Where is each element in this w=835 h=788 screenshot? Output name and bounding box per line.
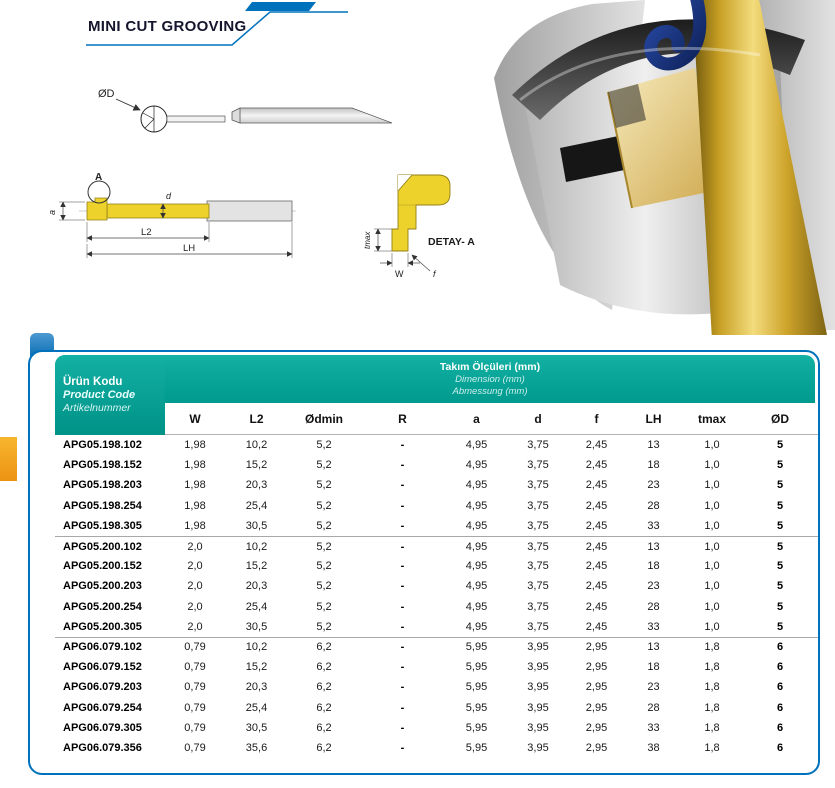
product-code-header-tr: Ürün Kodu — [63, 376, 123, 388]
value-odmin: 6,2 — [316, 661, 332, 674]
value-odmin: 5,2 — [316, 560, 332, 573]
value-r: - — [400, 519, 405, 532]
dim-w-label: W — [395, 269, 404, 279]
value-d: 3,95 — [527, 721, 549, 734]
value-lh: 18 — [647, 560, 660, 573]
value-tmax: 1,0 — [704, 499, 720, 512]
product-code: APG05.198.152 — [63, 459, 142, 472]
value-d: 3,95 — [527, 681, 549, 694]
value-f: 2,95 — [585, 661, 608, 674]
table-body — [55, 435, 818, 758]
value-l2: 10,2 — [245, 641, 268, 654]
table-row — [55, 617, 818, 637]
table-row — [55, 435, 818, 455]
value-r: - — [400, 499, 405, 512]
value-lh: 38 — [647, 741, 660, 754]
value-odmin: 5,2 — [316, 580, 332, 593]
value-od: 6 — [776, 741, 784, 754]
value-d: 3,75 — [527, 580, 549, 593]
value-l2: 30,5 — [245, 519, 268, 532]
value-l2: 25,4 — [245, 499, 268, 512]
value-od: 6 — [776, 661, 784, 674]
value-f: 2,45 — [585, 600, 608, 613]
od-dimension-label: ØD — [98, 88, 115, 100]
value-a: 5,95 — [465, 641, 488, 654]
value-r: - — [400, 560, 405, 573]
value-lh: 33 — [647, 721, 660, 734]
title-decoration — [80, 0, 380, 50]
value-f: 2,45 — [585, 519, 608, 532]
page-title: MINI CUT GROOVING — [88, 18, 247, 35]
value-od: 5 — [776, 459, 784, 472]
product-code: APG05.200.254 — [63, 600, 142, 613]
value-odmin: 5,2 — [316, 519, 332, 532]
value-f: 2,45 — [585, 479, 608, 492]
value-f: 2,45 — [585, 499, 608, 512]
value-w: 2,0 — [187, 620, 203, 633]
value-lh: 18 — [647, 459, 660, 472]
value-w: 2,0 — [187, 540, 203, 553]
value-od: 6 — [776, 681, 784, 694]
table-row — [55, 556, 818, 576]
table-row — [55, 677, 818, 697]
value-odmin: 6,2 — [316, 721, 332, 734]
value-a: 4,95 — [465, 479, 488, 492]
value-od: 5 — [776, 439, 784, 452]
value-w: 1,98 — [184, 439, 206, 452]
value-f: 2,45 — [585, 560, 608, 573]
value-od: 5 — [776, 600, 784, 613]
value-lh: 23 — [647, 681, 660, 694]
value-lh: 33 — [647, 620, 660, 633]
value-l2: 15,2 — [245, 661, 268, 674]
tool-photo — [460, 0, 835, 335]
value-r: - — [400, 681, 405, 694]
value-tmax: 1,8 — [704, 681, 720, 694]
value-l2: 30,5 — [245, 620, 268, 633]
value-lh: 28 — [647, 499, 660, 512]
value-d: 3,75 — [527, 519, 549, 532]
value-r: - — [400, 641, 405, 654]
product-code: APG05.200.305 — [63, 620, 142, 633]
product-code: APG06.079.102 — [63, 641, 142, 654]
value-od: 5 — [776, 580, 784, 593]
column-header-lh: LH — [645, 411, 662, 426]
value-tmax: 1,8 — [704, 721, 720, 734]
value-a: 4,95 — [465, 499, 488, 512]
value-w: 2,0 — [187, 560, 203, 573]
product-code: APG05.200.203 — [63, 580, 142, 593]
product-code: APG06.079.356 — [63, 741, 142, 754]
value-od: 5 — [776, 519, 784, 532]
product-code: APG06.079.152 — [63, 661, 142, 674]
detail-title: DETAY- A — [428, 236, 475, 248]
product-code: APG06.079.254 — [63, 701, 142, 714]
value-d: 3,75 — [527, 479, 549, 492]
table-row — [55, 475, 818, 495]
dimension-header-en: Dimension (mm) — [455, 374, 525, 385]
value-f: 2,95 — [585, 701, 608, 714]
table-row — [55, 496, 818, 516]
tool-side-view — [240, 108, 392, 123]
value-od: 5 — [776, 620, 784, 633]
value-d: 3,75 — [527, 560, 549, 573]
column-header-l2: L2 — [249, 411, 264, 426]
value-tmax: 1,8 — [704, 741, 720, 754]
value-w: 2,0 — [187, 580, 203, 593]
product-code: APG05.198.102 — [63, 439, 142, 452]
value-tmax: 1,0 — [704, 459, 720, 472]
table-row — [55, 738, 818, 758]
value-d: 3,75 — [527, 600, 549, 613]
value-tmax: 1,8 — [704, 641, 720, 654]
value-w: 0,79 — [184, 741, 206, 754]
value-a: 4,95 — [465, 560, 488, 573]
value-odmin: 5,2 — [316, 479, 332, 492]
value-r: - — [400, 479, 405, 492]
product-code: APG05.198.305 — [63, 519, 142, 532]
value-tmax: 1,0 — [704, 620, 720, 633]
dim-l2-label: L2 — [141, 227, 152, 238]
value-odmin: 6,2 — [316, 681, 332, 694]
value-lh: 23 — [647, 580, 660, 593]
product-code: APG05.200.152 — [63, 560, 142, 573]
value-tmax: 1,0 — [704, 540, 720, 553]
page-index-tab — [0, 437, 17, 481]
value-od: 6 — [776, 721, 784, 734]
table-row — [55, 697, 818, 717]
dim-f-label: f — [433, 269, 436, 279]
value-odmin: 6,2 — [316, 641, 332, 654]
product-table — [28, 350, 820, 775]
value-d: 3,75 — [527, 439, 549, 452]
product-code-header-de: Artikelnummer — [63, 402, 131, 414]
value-r: - — [400, 701, 405, 714]
value-l2: 20,3 — [245, 681, 268, 694]
value-d: 3,95 — [527, 701, 549, 714]
column-header-a: a — [473, 411, 480, 426]
value-odmin: 5,2 — [316, 620, 332, 633]
column-header-f: f — [594, 411, 599, 426]
value-w: 1,98 — [184, 499, 206, 512]
value-d: 3,75 — [527, 459, 549, 472]
value-d: 3,95 — [527, 641, 549, 654]
dim-lh-label: LH — [183, 243, 196, 254]
value-w: 0,79 — [184, 681, 206, 694]
column-header-odmin: Ødmin — [305, 411, 343, 426]
column-header-tmax: tmax — [697, 411, 726, 426]
value-r: - — [400, 459, 405, 472]
product-code: APG05.198.254 — [63, 499, 142, 512]
value-odmin: 5,2 — [316, 499, 332, 512]
table-row — [55, 637, 818, 657]
value-w: 1,98 — [184, 519, 206, 532]
dimension-header-tr: Takım Ölçüleri (mm) — [439, 361, 541, 373]
value-odmin: 6,2 — [316, 701, 332, 714]
value-lh: 23 — [647, 479, 660, 492]
value-a: 4,95 — [465, 540, 488, 553]
value-f: 2,45 — [585, 620, 608, 633]
detail-callout-label: A — [95, 172, 103, 183]
value-r: - — [400, 620, 405, 633]
table-row — [55, 718, 818, 738]
value-lh: 28 — [647, 701, 660, 714]
value-f: 2,95 — [585, 741, 608, 754]
dim-tmax-label: tmax — [363, 231, 372, 249]
value-d: 3,95 — [527, 741, 549, 754]
table-row — [55, 516, 818, 536]
value-a: 5,95 — [465, 721, 488, 734]
value-od: 5 — [776, 479, 784, 492]
value-tmax: 1,0 — [704, 519, 720, 532]
column-header-w: W — [189, 411, 201, 426]
value-f: 2,45 — [585, 580, 608, 593]
value-a: 5,95 — [465, 701, 488, 714]
value-tmax: 1,8 — [704, 661, 720, 674]
value-d: 3,75 — [527, 620, 549, 633]
value-a: 4,95 — [465, 620, 488, 633]
value-a: 4,95 — [465, 580, 488, 593]
table-row — [55, 597, 818, 617]
value-w: 0,79 — [184, 661, 206, 674]
value-r: - — [400, 721, 405, 734]
value-odmin: 5,2 — [316, 540, 332, 553]
value-l2: 15,2 — [245, 459, 268, 472]
value-odmin: 6,2 — [316, 741, 332, 754]
product-code-header-en: Product Code — [63, 389, 136, 401]
value-r: - — [400, 580, 405, 593]
value-d: 3,75 — [527, 540, 549, 553]
value-tmax: 1,0 — [704, 560, 720, 573]
value-odmin: 5,2 — [316, 439, 332, 452]
value-f: 2,95 — [585, 641, 608, 654]
value-w: 0,79 — [184, 641, 206, 654]
value-f: 2,45 — [585, 439, 608, 452]
value-a: 5,95 — [465, 661, 488, 674]
value-od: 5 — [776, 540, 784, 553]
dimension-header-de: Abmessung (mm) — [452, 386, 528, 397]
value-r: - — [400, 741, 405, 754]
dim-a-label: a — [47, 209, 57, 215]
value-r: - — [400, 540, 405, 553]
value-r: - — [400, 661, 405, 674]
value-tmax: 1,8 — [704, 701, 720, 714]
value-a: 5,95 — [465, 681, 488, 694]
value-lh: 13 — [647, 439, 660, 452]
value-tmax: 1,0 — [704, 600, 720, 613]
value-l2: 25,4 — [245, 600, 268, 613]
value-w: 0,79 — [184, 701, 206, 714]
table-row — [55, 657, 818, 677]
table-row — [55, 536, 818, 556]
tool-shaft — [107, 204, 209, 218]
table-row — [55, 455, 818, 475]
value-a: 4,95 — [465, 600, 488, 613]
value-d: 3,95 — [527, 661, 549, 674]
product-code-header — [55, 355, 165, 435]
value-f: 2,45 — [585, 540, 608, 553]
value-lh: 28 — [647, 600, 660, 613]
tool-shaft-line — [167, 116, 225, 122]
value-f: 2,95 — [585, 681, 608, 694]
value-od: 6 — [776, 641, 784, 654]
value-f: 2,45 — [585, 459, 608, 472]
value-l2: 25,4 — [245, 701, 268, 714]
value-od: 6 — [776, 701, 784, 714]
value-a: 5,95 — [465, 741, 488, 754]
value-l2: 15,2 — [245, 560, 268, 573]
value-l2: 10,2 — [245, 540, 268, 553]
product-code: APG06.079.203 — [63, 681, 142, 694]
value-od: 5 — [776, 499, 784, 512]
table-row — [55, 576, 818, 596]
dim-d-label: d — [166, 191, 172, 201]
value-w: 1,98 — [184, 459, 206, 472]
value-l2: 35,6 — [245, 741, 268, 754]
value-lh: 13 — [647, 540, 660, 553]
value-f: 2,95 — [585, 721, 608, 734]
value-a: 4,95 — [465, 519, 488, 532]
value-w: 2,0 — [187, 600, 203, 613]
value-r: - — [400, 600, 405, 613]
value-tmax: 1,0 — [704, 439, 720, 452]
end-and-side-view-drawing — [90, 82, 420, 152]
value-l2: 30,5 — [245, 721, 268, 734]
tool-shank — [207, 201, 292, 221]
value-r: - — [400, 439, 405, 452]
value-l2: 20,3 — [245, 479, 268, 492]
value-tmax: 1,0 — [704, 479, 720, 492]
value-w: 0,79 — [184, 721, 206, 734]
value-odmin: 5,2 — [316, 459, 332, 472]
column-header-d: d — [534, 411, 542, 426]
value-tmax: 1,0 — [704, 580, 720, 593]
value-l2: 10,2 — [245, 439, 268, 452]
value-odmin: 5,2 — [316, 600, 332, 613]
column-header-r: R — [398, 411, 407, 426]
column-header-od: ØD — [771, 411, 789, 426]
value-lh: 18 — [647, 661, 660, 674]
value-lh: 33 — [647, 519, 660, 532]
value-lh: 13 — [647, 641, 660, 654]
value-d: 3,75 — [527, 499, 549, 512]
product-code: APG05.198.203 — [63, 479, 142, 492]
column-header-row — [165, 403, 818, 435]
value-w: 1,98 — [184, 479, 206, 492]
product-code: APG05.200.102 — [63, 540, 142, 553]
value-od: 5 — [776, 560, 784, 573]
dimensioned-tool-drawing — [35, 168, 305, 268]
dimension-header — [165, 355, 815, 403]
value-a: 4,95 — [465, 439, 488, 452]
product-code: APG06.079.305 — [63, 721, 142, 734]
value-a: 4,95 — [465, 459, 488, 472]
value-l2: 20,3 — [245, 580, 268, 593]
